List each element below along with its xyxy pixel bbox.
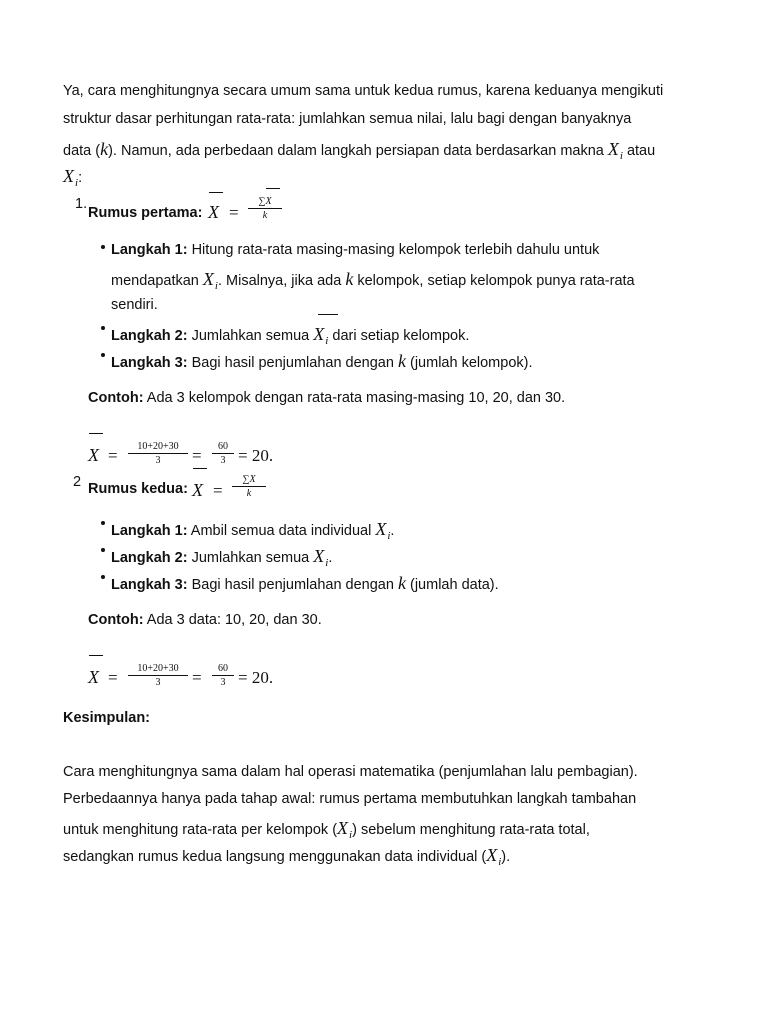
intro-line-3: data (k). Namun, ada perbedaan dalam langkah persiapan data berdasarkan makna $X_i$ atau <box>63 139 656 162</box>
equals-sign: = <box>192 446 202 465</box>
x-bar-overline <box>89 433 103 434</box>
equals-sign: = <box>229 203 239 222</box>
bullet-dot <box>101 575 105 579</box>
result-fraction: 60 3 <box>212 663 234 688</box>
rumus1-label: Rumus pertama: <box>88 205 203 221</box>
sum-fraction: 10+20+30 3 <box>128 663 188 688</box>
equals-sign: = <box>108 668 118 687</box>
intro-line-4: $X_i$: <box>63 166 83 189</box>
equals-sign: = <box>108 446 118 465</box>
x-bar-overline <box>209 192 223 193</box>
x-i-symbol: $X_i$ <box>63 166 79 189</box>
equals-sign: = <box>213 481 223 500</box>
list-number-2: 2 <box>73 474 82 490</box>
calc-result: = 20. <box>238 668 274 687</box>
conclusion-line-1: Cara menghitungnya sama dalam hal operasi matematika (penjumlahan lalu pembagian). <box>63 764 638 780</box>
calc-result: = 20. <box>238 446 274 465</box>
x-bar-symbol: X <box>88 445 99 465</box>
x-i-bar-overline <box>318 314 338 315</box>
x-i-symbol: $X_i$ <box>607 139 623 162</box>
conclusion-line-2: Perbedaannya hanya pada tahap awal: rumus pertama membutuhkan langkah tambahan <box>63 791 637 807</box>
intro-line-2: struktur dasar perhitungan rata-rata: jumlahkan semua nilai, lalu bagi dengan banyaknya <box>63 111 632 127</box>
bullet-dot <box>101 353 105 357</box>
bullet-dot <box>101 548 105 552</box>
rumus1-step1-line1: Langkah 1: Hitung rata-rata masing-masing kelompok terlebih dahulu untuk <box>111 242 600 258</box>
bullet-dot <box>101 521 105 525</box>
conclusion-line-3: untuk menghitung rata-rata per kelompok $(X_i)$ sebelum menghitung rata-rata total, <box>63 818 590 841</box>
rumus1-step1-line2: mendapatkan $X_i$. Misalnya, jika ada k kelompok, setiap kelompok punya rata-rata <box>111 269 635 292</box>
bullet-dot <box>101 326 105 330</box>
rumus1-step2: Langkah 2: Jumlahkan semua $X_i$ dari setiap kelompok. <box>111 324 470 347</box>
intro-line-1: Ya, cara menghitungnya secara umum sama untuk kedua rumus, karena keduanya mengikuti <box>63 83 664 99</box>
sum-fraction: ∑X k <box>232 474 266 499</box>
x-bar-symbol: X <box>208 202 219 222</box>
sum-fraction: ∑X k <box>248 196 282 221</box>
x-bar-overline <box>193 468 207 469</box>
conclusion-line-4: sedangkan rumus kedua langsung menggunakan data individual $(X_i)$. <box>63 845 511 868</box>
conclusion-heading: Kesimpulan: <box>63 710 151 726</box>
x-bar-symbol: X <box>88 667 99 687</box>
result-fraction: 60 3 <box>212 441 234 466</box>
rumus1-example: Contoh: Ada 3 kelompok dengan rata-rata masing-masing 10, 20, dan 30. <box>88 390 566 406</box>
x-bar-overline <box>89 655 103 656</box>
x-bar-symbol: X <box>192 480 203 500</box>
rumus2-step3: Langkah 3: Bagi hasil penjumlahan dengan k (jumlah data). <box>111 573 499 593</box>
bullet-dot <box>101 245 105 249</box>
x-i-bar-overline <box>266 188 280 189</box>
rumus2-step1: Langkah 1: Ambil semua data individual $X_i$. <box>111 519 395 542</box>
equals-sign: = <box>192 668 202 687</box>
rumus1-step3: Langkah 3: Bagi hasil penjumlahan dengan k (jumlah kelompok). <box>111 351 533 371</box>
rumus1-step1-line3: sendiri. <box>111 297 158 313</box>
rumus2-example: Contoh: Ada 3 data: 10, 20, dan 30. <box>88 612 322 628</box>
rumus2-label: Rumus kedua: <box>88 481 188 497</box>
rumus2-step2: Langkah 2: Jumlahkan semua $X_i$. <box>111 546 333 569</box>
list-number-1: 1. <box>75 196 88 212</box>
sum-fraction: 10+20+30 3 <box>128 441 188 466</box>
